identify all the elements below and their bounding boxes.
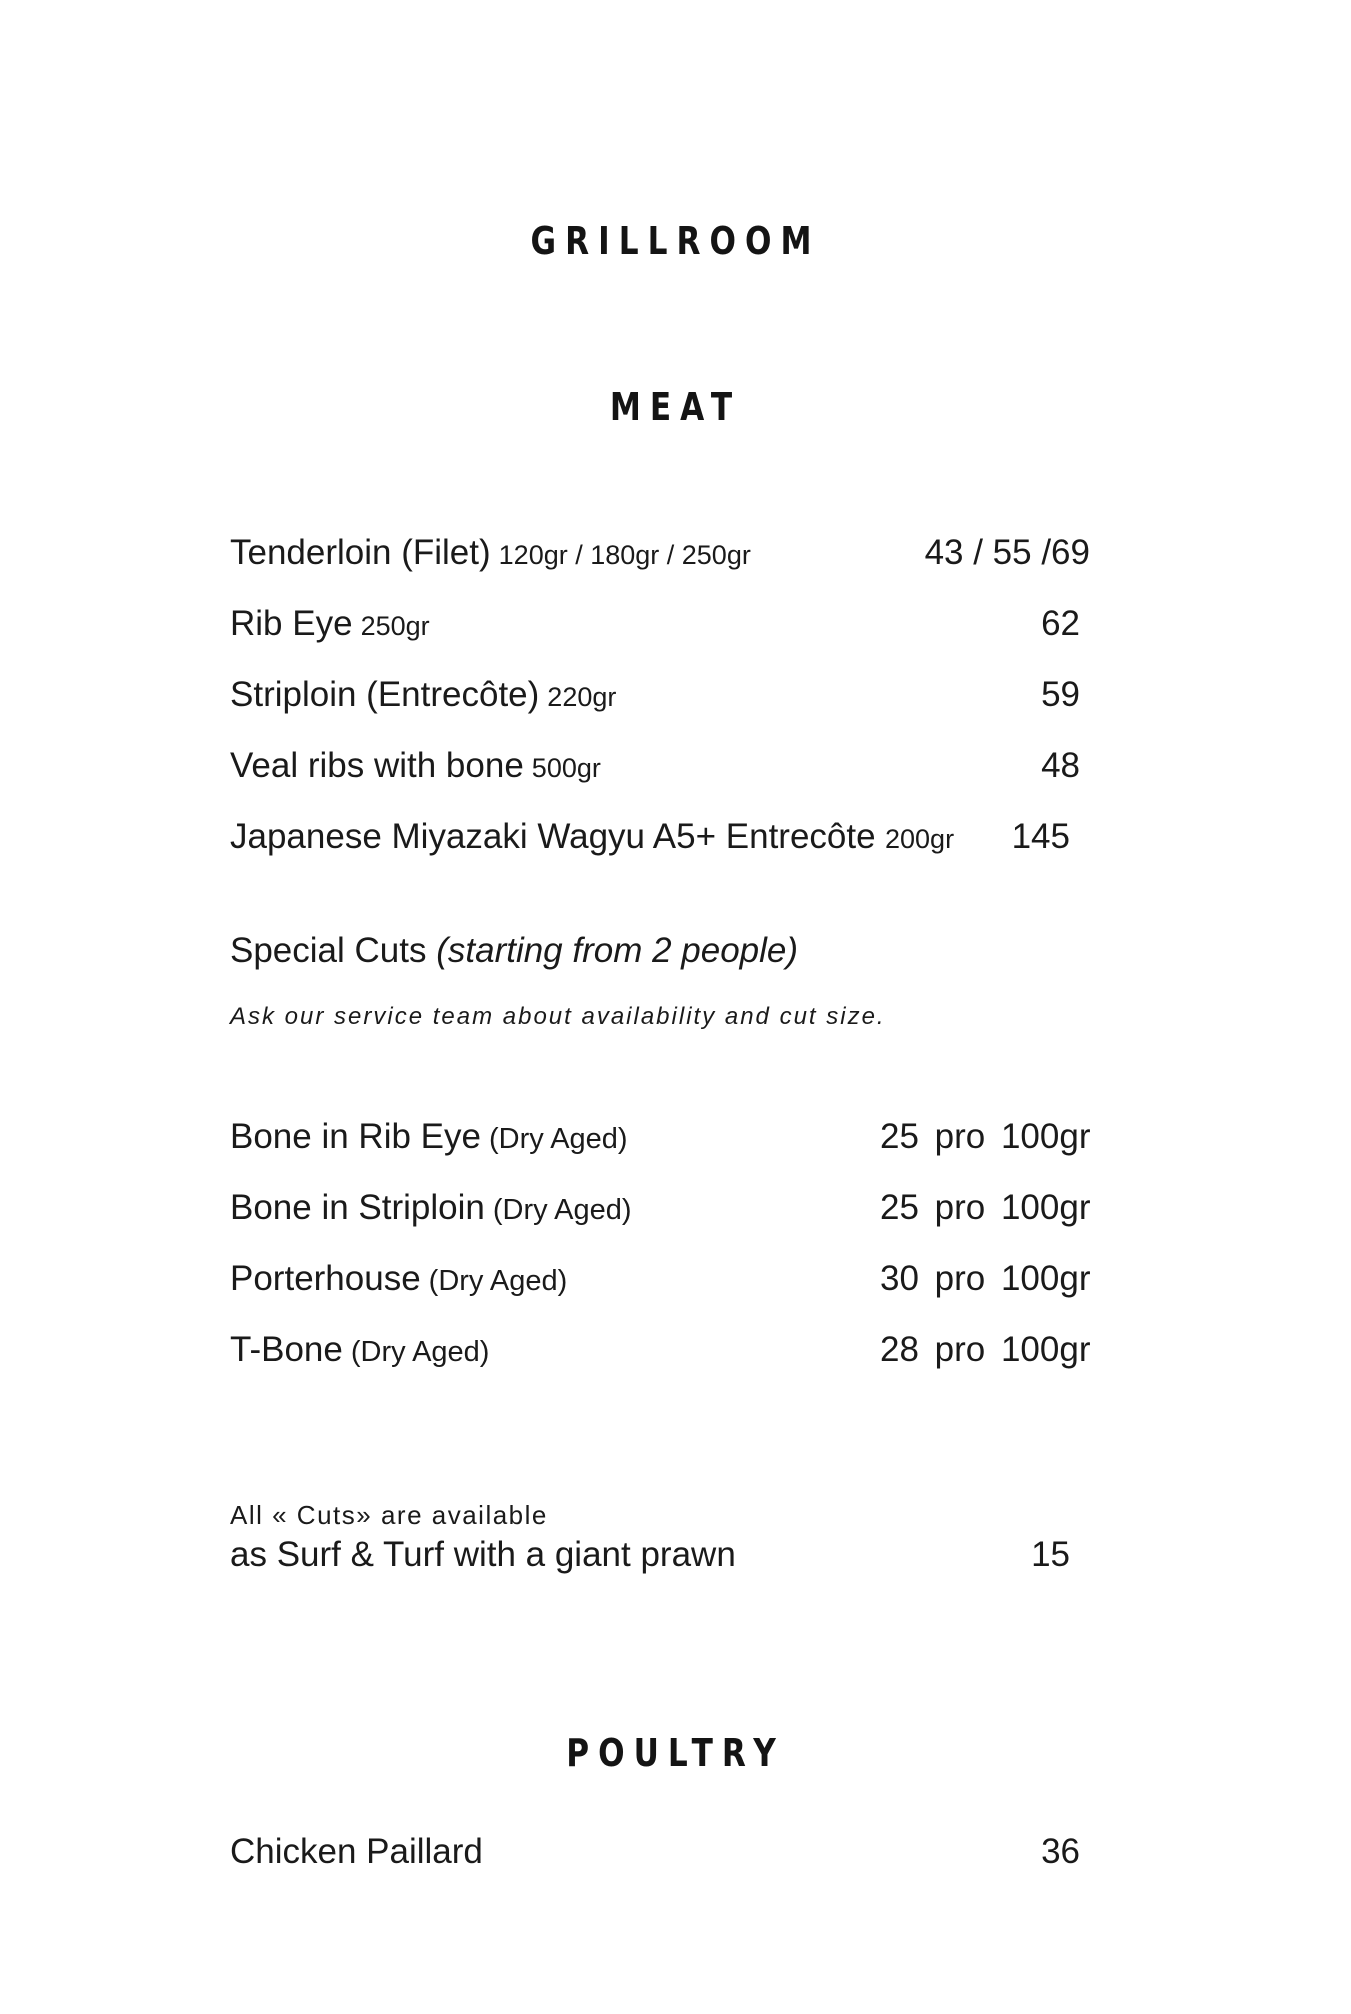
item-name: Porterhouse bbox=[230, 1259, 421, 1298]
item-weight: 500gr bbox=[531, 753, 601, 783]
dry-aged-label: (Dry Aged) bbox=[488, 1123, 628, 1155]
special-cut-item bbox=[230, 1254, 1090, 1304]
item-name: T-Bone bbox=[230, 1330, 343, 1369]
item-weight: 120gr / 180gr / 250gr bbox=[498, 540, 751, 570]
special-cuts-subtitle: (starting from 2 people) bbox=[436, 931, 799, 970]
item-price: 25 pro 100gr bbox=[880, 1117, 1091, 1156]
item-price: 28 pro 100gr bbox=[880, 1330, 1091, 1369]
item-weight: 200gr bbox=[885, 824, 955, 854]
special-cuts-label: Special Cuts bbox=[230, 931, 427, 970]
menu-item bbox=[230, 741, 1090, 791]
item-price: 36 bbox=[1041, 1832, 1080, 1871]
item-price: 59 bbox=[1041, 675, 1080, 714]
menu-item bbox=[230, 1827, 1090, 1877]
dry-aged-label: (Dry Aged) bbox=[428, 1265, 568, 1297]
item-name: Chicken Paillard bbox=[230, 1832, 483, 1871]
surf-turf-label: as Surf & Turf with a giant prawn bbox=[230, 1535, 736, 1574]
poultry-heading: POULTRY bbox=[566, 1731, 785, 1775]
item-weight: 220gr bbox=[547, 682, 617, 712]
item-name: Striploin (Entrecôte) bbox=[230, 675, 540, 714]
item-name: Veal ribs with bone bbox=[230, 746, 524, 785]
item-name-wrapper bbox=[230, 1325, 489, 1377]
item-name-wrapper bbox=[230, 741, 601, 793]
special-cut-item bbox=[230, 1112, 1090, 1162]
item-price: 25 pro 100gr bbox=[880, 1188, 1091, 1227]
special-cuts-title bbox=[230, 926, 798, 976]
item-price: 48 bbox=[1041, 746, 1080, 785]
item-weight: 250gr bbox=[360, 611, 430, 641]
item-name: Bone in Rib Eye bbox=[230, 1117, 481, 1156]
item-name: Rib Eye bbox=[230, 604, 353, 643]
item-price: 30 pro 100gr bbox=[880, 1259, 1091, 1298]
meat-heading: MEAT bbox=[609, 385, 742, 429]
menu-item bbox=[230, 599, 1090, 649]
surf-turf-note: All « Cuts» are available bbox=[230, 1500, 548, 1530]
grillroom-heading: GRILLROOM bbox=[530, 219, 821, 263]
item-name: Bone in Striploin bbox=[230, 1188, 485, 1227]
special-cut-item bbox=[230, 1325, 1090, 1375]
item-name-wrapper bbox=[230, 1254, 567, 1306]
item-name-wrapper bbox=[230, 670, 616, 722]
item-price: 145 bbox=[1011, 817, 1070, 856]
item-name: Tenderloin (Filet) bbox=[230, 533, 491, 572]
menu-item bbox=[230, 670, 1090, 720]
dry-aged-label: (Dry Aged) bbox=[350, 1336, 490, 1368]
surf-turf-price: 15 bbox=[1031, 1535, 1070, 1574]
menu-item bbox=[230, 812, 1090, 862]
dry-aged-label: (Dry Aged) bbox=[492, 1194, 632, 1226]
item-name: Japanese Miyazaki Wagyu A5+ Entrecôte bbox=[230, 817, 876, 856]
availability-note: Ask our service team about availability and cut size. bbox=[230, 1003, 886, 1030]
item-name-wrapper bbox=[230, 1112, 628, 1164]
item-name-wrapper bbox=[230, 599, 430, 651]
item-name-wrapper bbox=[230, 528, 751, 580]
item-price: 62 bbox=[1041, 604, 1080, 643]
menu-item bbox=[230, 528, 1090, 578]
item-price: 43 / 55 /69 bbox=[924, 533, 1090, 572]
item-name-wrapper bbox=[230, 1183, 632, 1235]
special-cut-item bbox=[230, 1183, 1090, 1233]
surf-turf-item bbox=[230, 1530, 1090, 1580]
